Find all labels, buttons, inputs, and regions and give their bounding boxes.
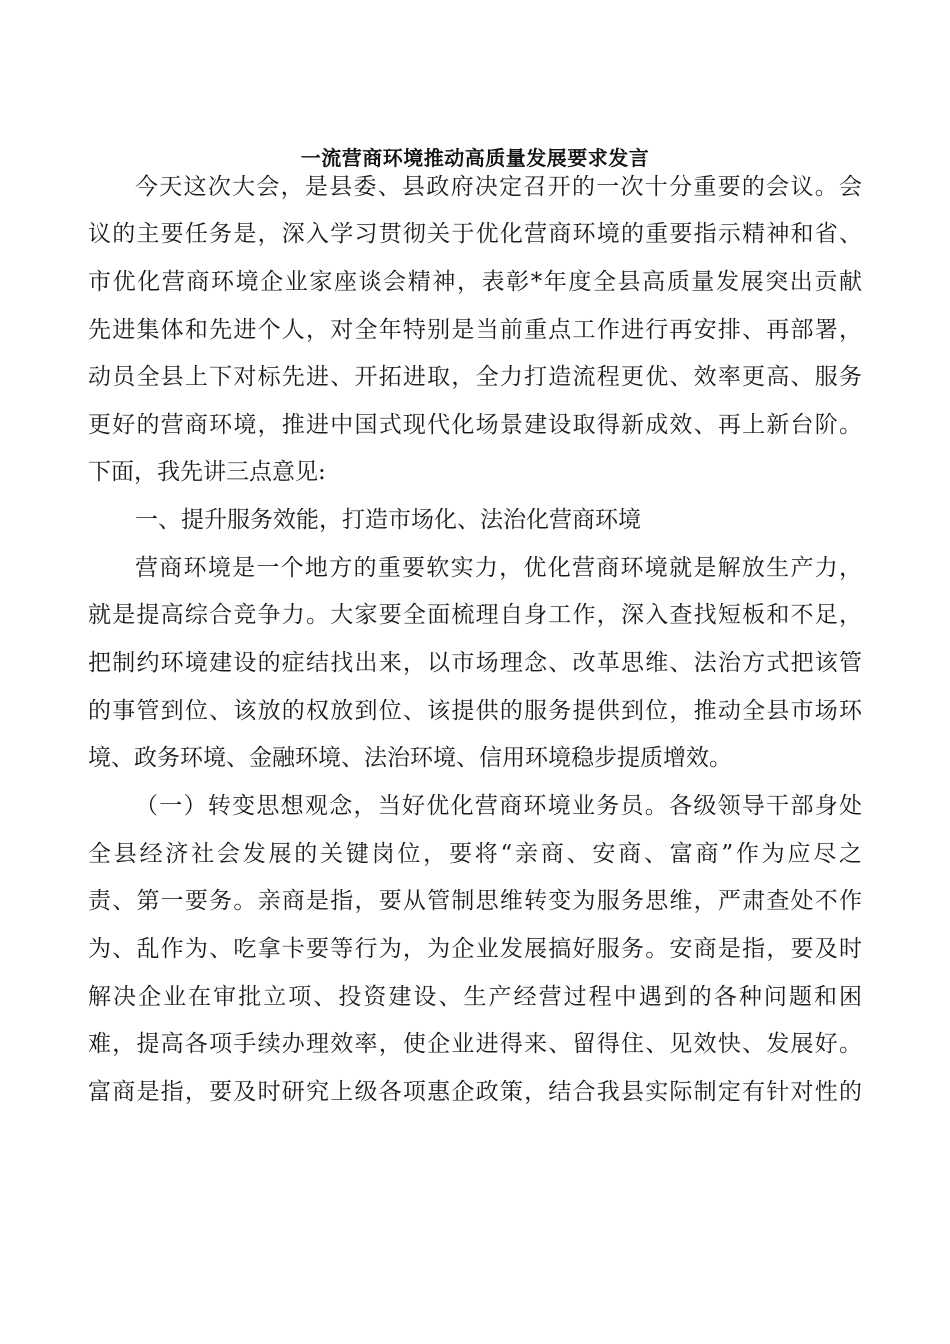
paragraph-line: 就是提高综合竞争力。大家要全面梳理自身工作，深入查找短板和不足， <box>88 602 862 628</box>
paragraph-line: 营商环境是一个地方的重要软实力，优化营商环境就是解放生产力， <box>135 555 862 581</box>
paragraph-line: 把制约环境建设的症结找出来，以市场理念、改革思维、法治方式把该管 <box>88 650 862 676</box>
paragraph-line: 境、政务环境、金融环境、法治环境、信用环境稳步提质增效。 <box>88 745 732 771</box>
paragraph-line: 议的主要任务是，深入学习贯彻关于优化营商环境的重要指示精神和省、 <box>88 221 862 247</box>
paragraph-line: 全县经济社会发展的关键岗位，要将“亲商、安商、富商”作为应尽之 <box>88 841 862 867</box>
paragraph-line: 市优化营商环境企业家座谈会精神，表彰*年度全县高质量发展突出贡献 <box>88 269 862 295</box>
section-heading: 一、提升服务效能，打造市场化、法治化营商环境 <box>135 507 641 533</box>
paragraph-line: 为、乱作为、吃拿卡要等行为，为企业发展搞好服务。安商是指，要及时 <box>88 936 862 962</box>
paragraph-line: 先进集体和先进个人，对全年特别是当前重点工作进行再安排、再部署， <box>88 317 862 343</box>
paragraph-line: 下面，我先讲三点意见: <box>88 459 326 485</box>
paragraph-line: （一）转变思想观念，当好优化营商环境业务员。各级领导干部身处 <box>135 793 862 819</box>
paragraph-line: 更好的营商环境，推进中国式现代化场景建设取得新成效、再上新台阶。 <box>88 412 862 438</box>
paragraph-line: 的事管到位、该放的权放到位、该提供的服务提供到位，推动全县市场环 <box>88 698 862 724</box>
paragraph-line: 责、第一要务。亲商是指，要从管制思维转变为服务思维，严肃查处不作 <box>88 888 862 914</box>
paragraph-line: 今天这次大会，是县委、县政府决定召开的一次十分重要的会议。会 <box>135 174 862 200</box>
paragraph-line: 解决企业在审批立项、投资建设、生产经营过程中遇到的各种问题和困 <box>88 984 862 1010</box>
paragraph-line: 富商是指，要及时研究上级各项惠企政策，结合我县实际制定有针对性的 <box>88 1079 862 1105</box>
paragraph-line: 难，提高各项手续办理效率，使企业进得来、留得住、见效快、发展好。 <box>88 1031 862 1057</box>
document-title: 一流营商环境推动高质量发展要求发言 <box>300 146 650 170</box>
paragraph-line: 动员全县上下对标先进、开拓进取，全力打造流程更优、效率更高、服务 <box>88 364 862 390</box>
